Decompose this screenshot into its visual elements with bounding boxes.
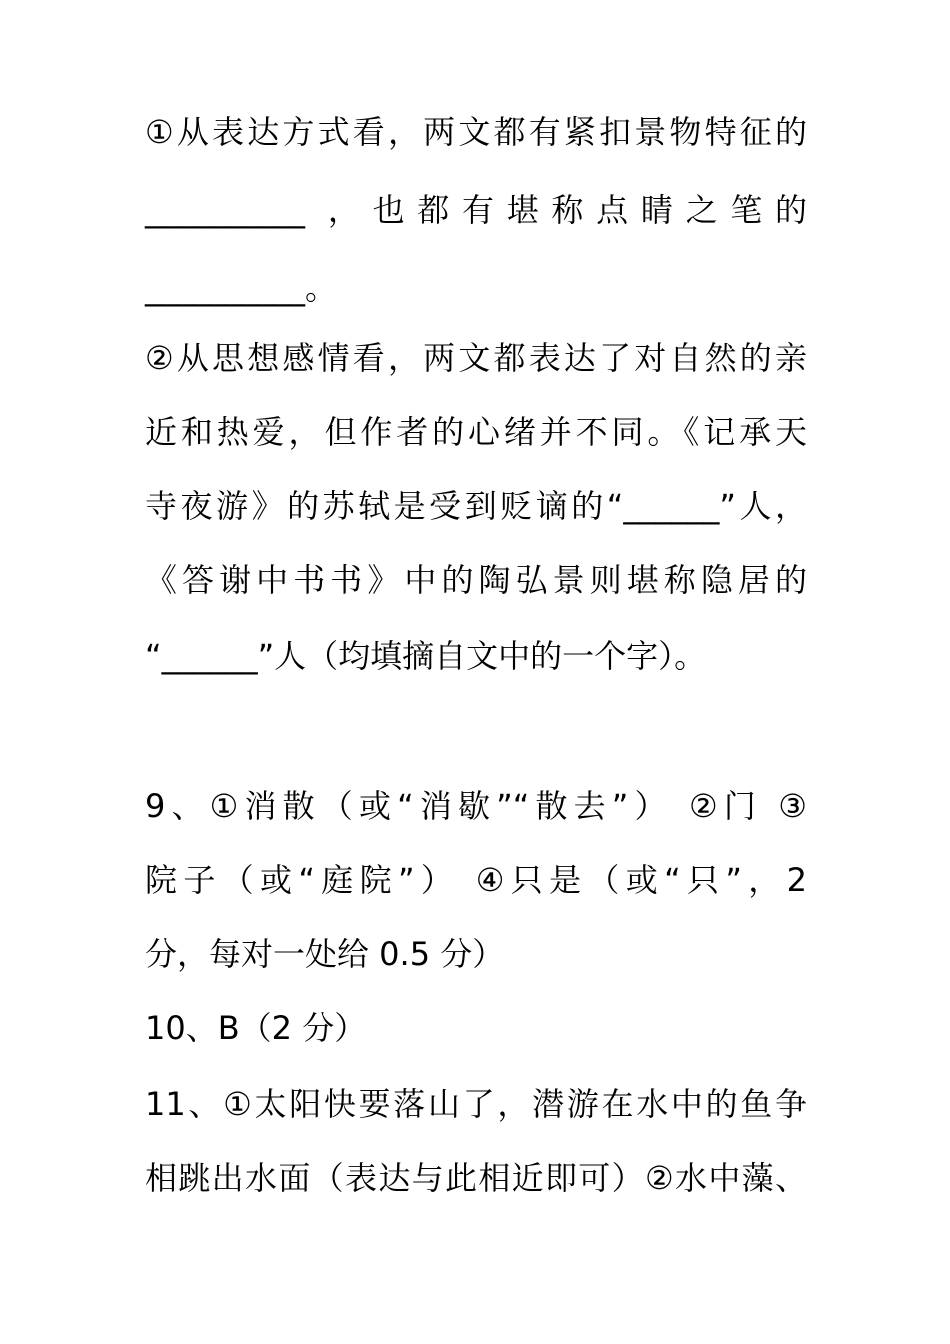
- answer-line-10: 10、B（2 分）: [145, 1009, 367, 1047]
- text-line-6: 寺夜游》的苏轼是受到贬谪的“______”人，: [145, 487, 807, 525]
- answer-line-9-end: 分，每对一处给 0.5 分）: [145, 935, 505, 973]
- text-line-2: __________ ，也都有堪称点睛之笔的: [145, 191, 807, 229]
- text-line-8: “______”人（均填摘自文中的一个字）。: [145, 637, 707, 675]
- answer-line-9-cont: 院子（或“庭院”） ④只是（或“只”，2: [145, 861, 807, 899]
- answer-line-11: 11、①太阳快要落山了，潜游在水中的鱼争: [145, 1085, 807, 1123]
- answer-line-9: 9、①消散（或“消歇”“散去”） ②门 ③: [145, 787, 807, 825]
- text-line-1: ①从表达方式看，两文都有紧扣景物特征的: [145, 113, 807, 151]
- text-line-5: 近和热爱，但作者的心绪并不同。《记承天: [145, 413, 807, 451]
- answer-line-11-cont: 相跳出水面（表达与此相近即可）②水中藻、: [145, 1159, 807, 1197]
- text-line-4: ②从思想感情看，两文都表达了对自然的亲: [145, 339, 807, 377]
- text-line-3: __________。: [145, 269, 338, 307]
- text-line-7: 《答谢中书书》中的陶弘景则堪称隐居的: [145, 561, 807, 599]
